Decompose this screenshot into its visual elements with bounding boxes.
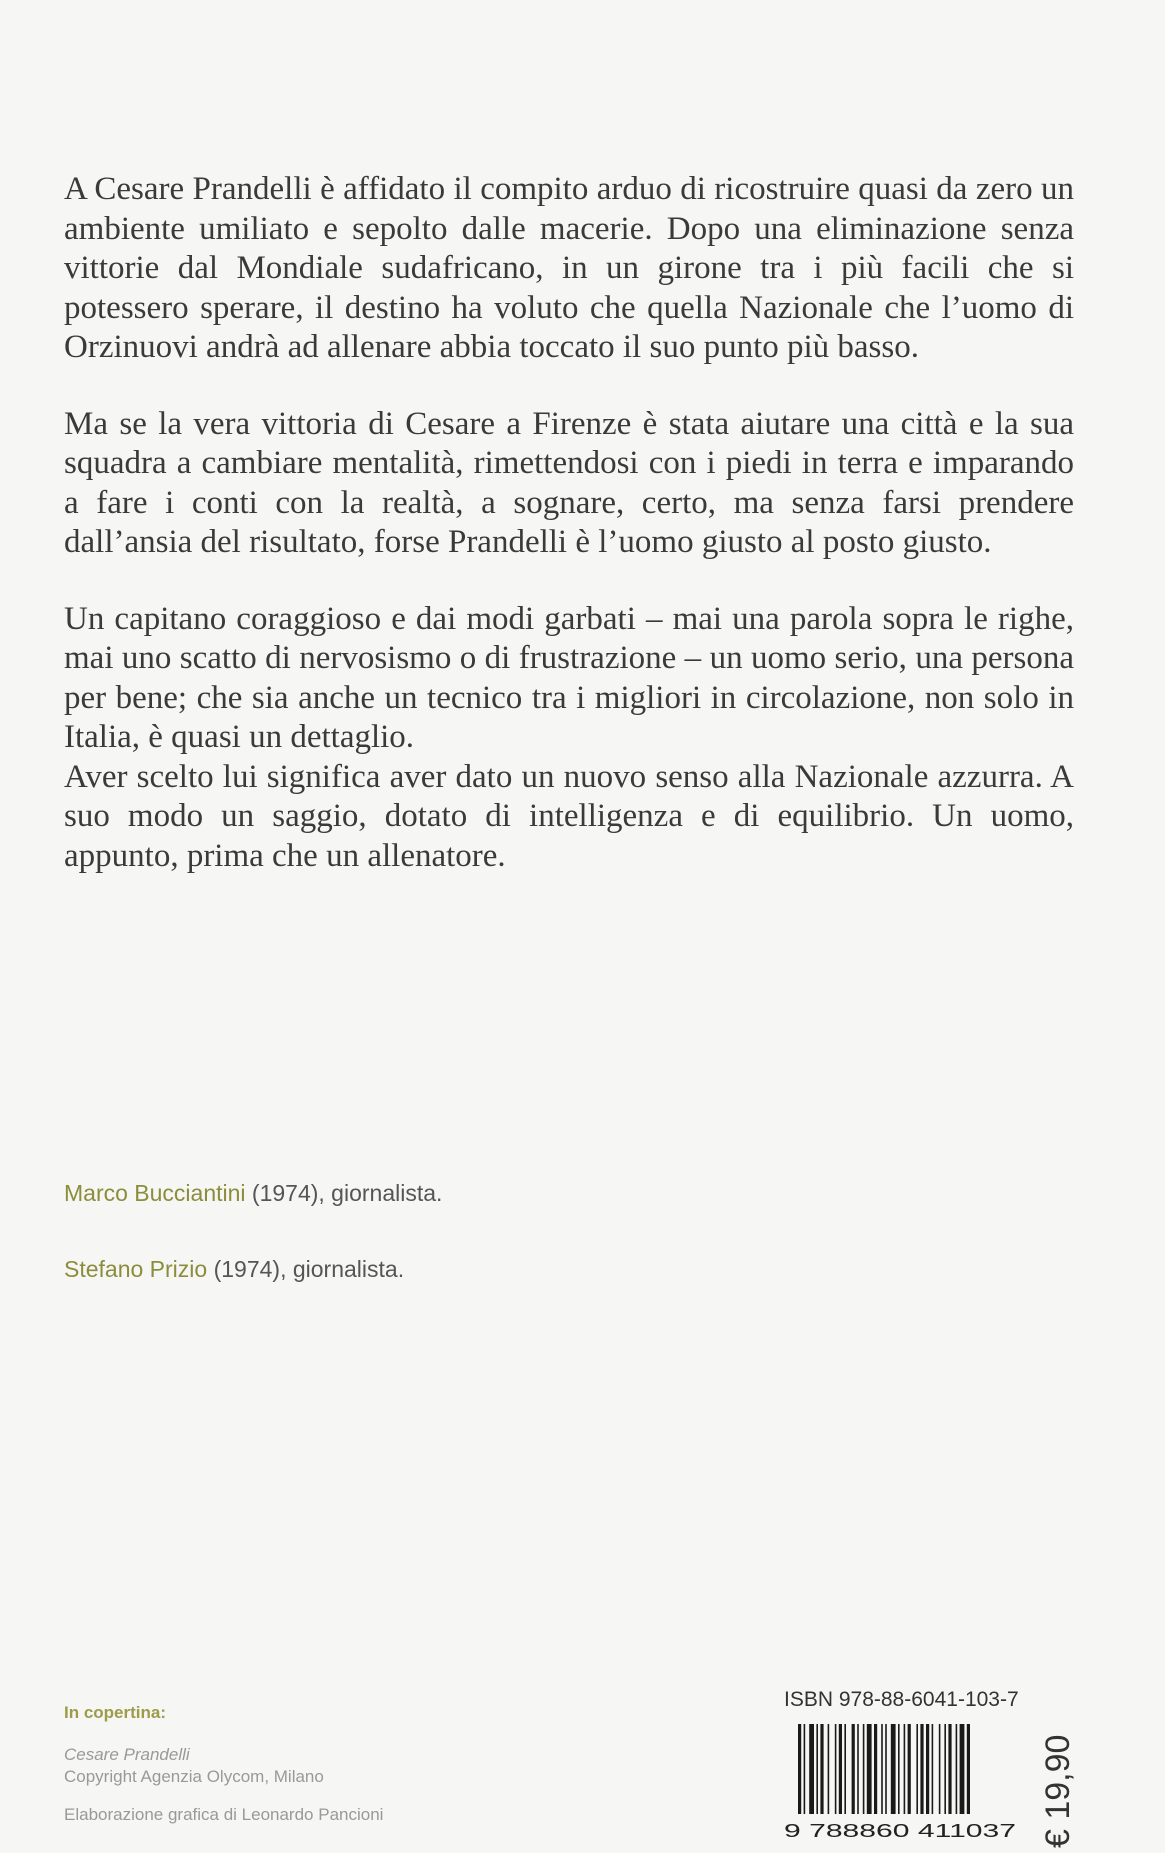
paragraph-2: Ma se la vera vittoria di Cesare a Firenze è stata aiutare una città e la sua squadra a cambiare mentalità, rimettendosi con i piedi in terra e imparando a fare i conti con la realtà, a sognare, certo, ma senza farsi prendere dall’ansia del risultato, forse Prandelli è l’uomo giusto al posto giusto. <box>64 405 1074 560</box>
author-1 <box>64 1180 442 1207</box>
credits-photo-subject: Cesare Prandelli <box>64 1745 190 1764</box>
barcode-bar <box>804 1724 806 1814</box>
barcode-bar <box>967 1724 970 1814</box>
paragraph-3: Un capitano coraggioso e dai modi garbati – mai una parola sopra le righe, mai uno scatto di nervosismo o di frustrazione – un uomo serio, una persona per bene; che sia anche un tecnico tra i migliori in circolazione, non solo in Italia, è quasi un dettaglio. <box>64 600 1074 755</box>
author-2-detail: (1974), giornalista. <box>207 1256 405 1282</box>
barcode-bar <box>867 1724 872 1814</box>
barcode-bar <box>932 1724 934 1814</box>
barcode-bar <box>863 1724 865 1814</box>
barcode-bar <box>874 1724 877 1814</box>
author-1-name: Marco Bucciantini <box>64 1180 246 1206</box>
barcode-bar <box>798 1724 801 1814</box>
barcode-bar <box>908 1724 911 1814</box>
barcode-bar <box>844 1724 846 1814</box>
barcode-bar <box>820 1724 823 1814</box>
barcode-bars <box>798 1724 970 1814</box>
barcode <box>784 1722 1024 1840</box>
barcode-bar <box>881 1724 883 1814</box>
barcode-bar <box>948 1724 951 1814</box>
price-text: € 19,90 <box>1039 1734 1077 1848</box>
credits-design: Elaborazione grafica di Leonardo Pancioni <box>64 1805 384 1824</box>
barcode-bar <box>828 1724 830 1814</box>
author-2-name: Stefano Prizio <box>64 1256 208 1282</box>
barcode-bar <box>857 1724 859 1814</box>
barcode-bar <box>816 1724 818 1814</box>
barcode-bar <box>920 1724 923 1814</box>
paragraph-1: A Cesare Prandelli è affidato il compito arduo di ricostruire quasi da zero un ambiente umiliato e sepolto dalle macerie. Dopo una eliminazione senza vittorie dal Mondiale sudafricano, in un girone tra i più facili che si potessero sperare, il destino ha voluto che quella Nazionale che l’uomo di Orzinuovi andrà ad allenare abbia toccato il suo punto più basso. <box>64 171 1074 365</box>
barcode-bar <box>885 1724 887 1814</box>
barcode-bar <box>939 1724 941 1814</box>
barcode-digits: 9 788860 411037 <box>784 1821 1016 1840</box>
barcode-bar <box>956 1724 958 1814</box>
paragraph-4: Aver scelto lui significa aver dato un nuovo senso alla Nazionale azzurra. A suo modo un saggio, dotato di intelligenza e di equilibrio. Un uomo, appunto, prima che un allenatore. <box>64 758 1074 874</box>
barcode-bar <box>926 1724 929 1814</box>
barcode-bar <box>944 1724 946 1814</box>
price-label <box>1036 1720 1078 1850</box>
barcode-bar <box>835 1724 837 1814</box>
credits-copyright: Copyright Agenzia Olycom, Milano <box>64 1767 324 1786</box>
back-cover-blurb <box>64 170 1074 913</box>
author-1-detail: (1974), giornalista. <box>245 1180 443 1206</box>
barcode-bar <box>898 1724 900 1814</box>
credits-label: In copertina: <box>64 1703 167 1722</box>
barcode-bar <box>839 1724 842 1814</box>
barcode-bar <box>960 1724 965 1814</box>
barcode-bar <box>904 1724 906 1814</box>
barcode-bar <box>809 1724 814 1814</box>
isbn-text: ISBN 978-88-6041-103-7 <box>784 1688 1019 1711</box>
barcode-bar <box>852 1724 855 1814</box>
author-2 <box>64 1256 404 1283</box>
barcode-bar <box>916 1724 918 1814</box>
barcode-bar <box>891 1724 896 1814</box>
